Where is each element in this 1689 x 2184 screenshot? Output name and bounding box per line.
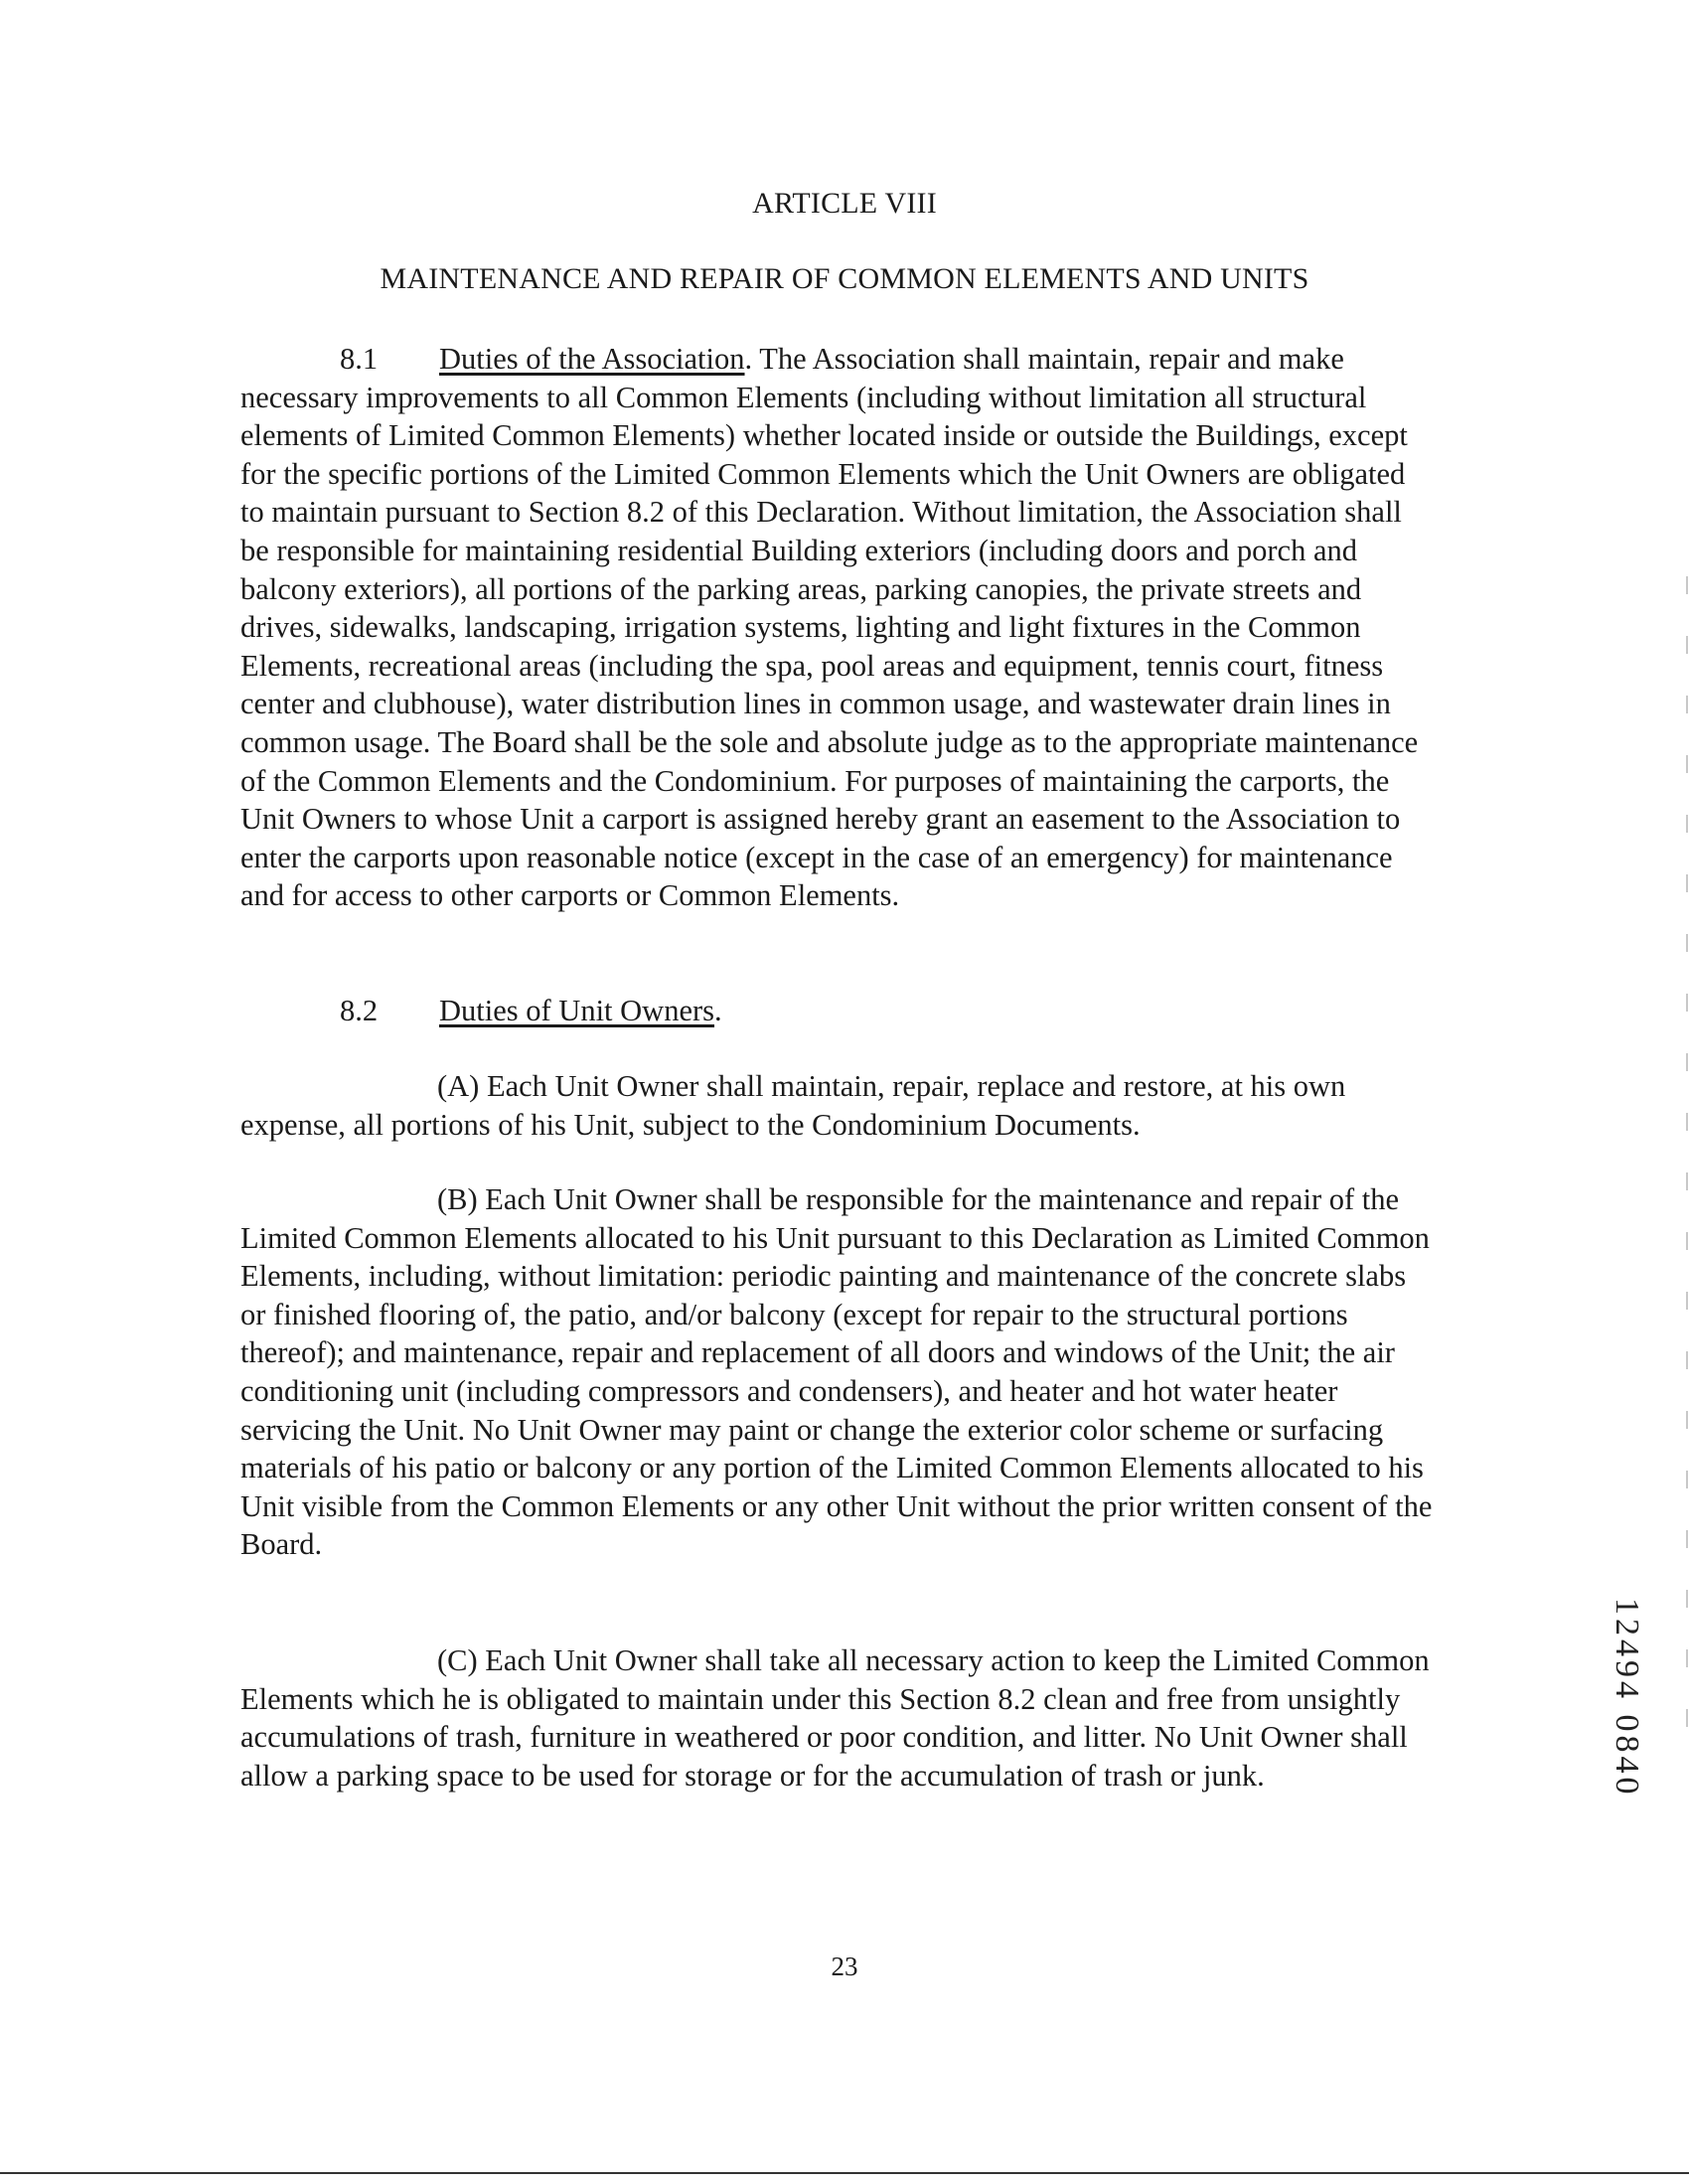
scan-edge-marks [1686,576,1688,1769]
section-8-1-paragraph [240,340,1433,915]
article-title: ARTICLE VIII [752,187,937,220]
section-8-2-heading: Duties of Unit Owners [439,994,715,1027]
bottom-rule [0,2172,1689,2174]
section-8-2-paragraph-a: (A) Each Unit Owner shall maintain, repair, replace and restore, at his own expense, all portions of his Unit, subject to the Condominium Documents. [240,1069,1346,1142]
section-8-2-paragraph-b: (B) Each Unit Owner shall be responsible for the maintenance and repair of the Limited Common Elements allocated to his Unit pursuant to this Declaration as Limited Common Elements, including, without limitation: periodic painting and maintenance of the concrete slabs or finished flooring of, the patio, and/or balcony (except for repair to the structural portions thereof); and maintenance, repair and replacement of all doors and windows of the Unit; the air conditioning unit (including compressors and condensers), and heater and hot water heater servicing the Unit. No Unit Owner may paint or change the exterior color scheme or surfacing materials of his patio or balcony or any portion of the Limited Common Elements allocated to his Unit visible from the Common Elements or any other Unit without the prior written consent of the Board. [240,1182,1433,1562]
section-8-2-paragraph-c: (C) Each Unit Owner shall take all necessary action to keep the Limited Common Elements which he is obligated to maintain under this Section 8.2 clean and free from unsightly accumulations of trash, furniture in weathered or poor condition, and litter. No Unit Owner shall allow a parking space to be used for storage or for the accumulation of trash or junk. [240,1643,1430,1793]
section-8-2-heading-line [340,992,936,1030]
section-8-2-heading-suffix: . [714,994,722,1027]
recording-stamp-text: 12494 0840 [1609,1598,1645,1798]
article-subtitle: MAINTENANCE AND REPAIR OF COMMON ELEMENTS AND UNITS [380,262,1309,295]
section-8-1-heading: Duties of the Association [439,342,745,376]
section-8-1-text: . The Association shall maintain, repair and make necessary improvements to all Common Elements (including without limitation all structural elements of Limited Common Elements) whether located inside or outside the Buildings, except for the specific portions of the Limited Common Elements which the Unit Owners are obligated to maintain pursuant to Section 8.2 of this Declaration. Without limitation, the Association shall be responsible for maintaining residential Building exteriors (including doors and porch and balcony exteriors), all portions of the parking areas, parking canopies, the private streets and drives, sidewalks, landscaping, irrigation systems, lighting and light fixtures in the Common Elements, recreational areas (including the spa, pool areas and equipment, tennis court, fitness center and clubhouse), water distribution lines in common usage, and wastewater drain lines in common usage. The Board shall be the sole and absolute judge as to the appropriate maintenance of the Common Elements and the Condominium. For purposes of maintaining the carports, the Unit Owners to whose Unit a carport is assigned hereby grant an easement to the Association to enter the carports upon reasonable notice (except in the case of an emergency) for maintenance and for access to other carports or Common Elements. [240,342,1419,913]
page-number: 23 [831,1951,858,1981]
section-8-1-number: 8.1 [340,342,379,376]
section-8-2-number: 8.2 [340,994,379,1027]
recording-stamp [1609,1598,1651,1866]
